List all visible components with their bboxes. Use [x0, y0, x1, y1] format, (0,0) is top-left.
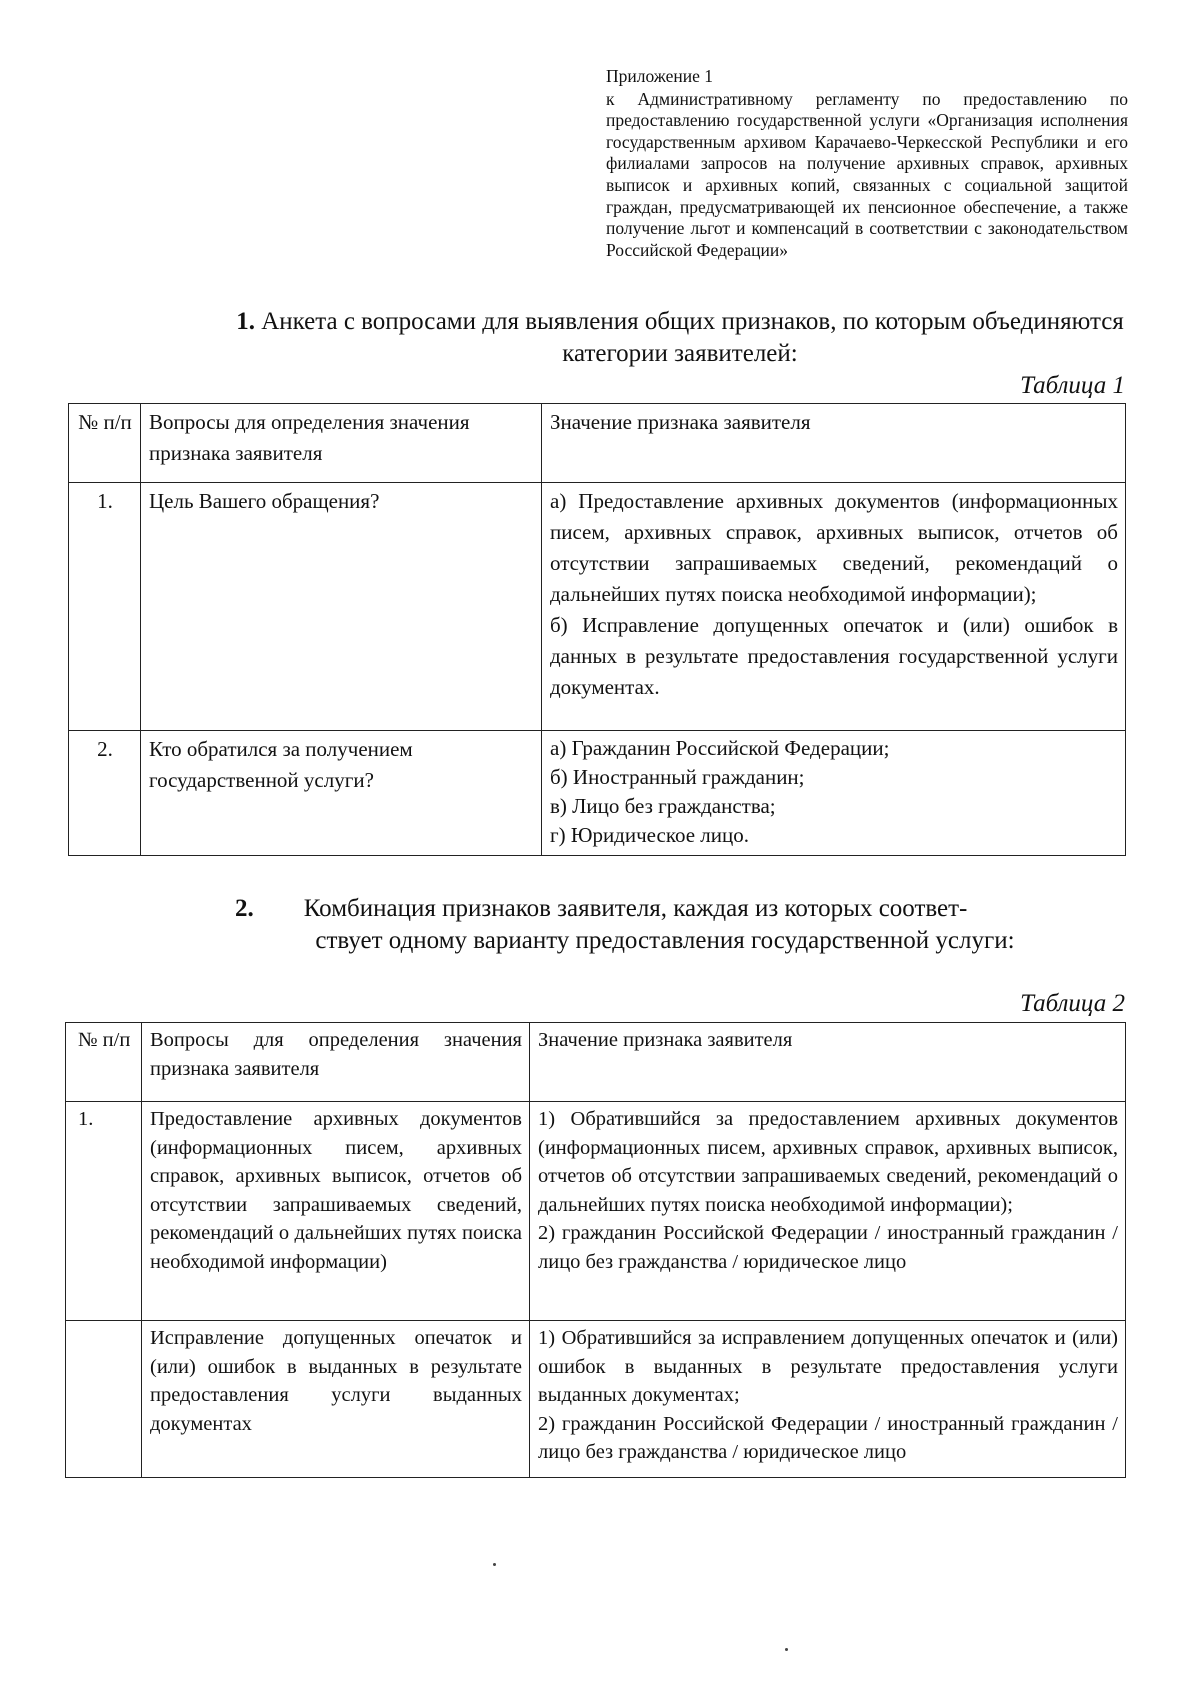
- table1-row2-question: Кто обратился за получением государственной услуги?: [141, 731, 542, 856]
- table1-caption: Таблица 1: [1020, 372, 1125, 399]
- section2-title-line2: ствует одному варианту предоставления государственной услуги:: [315, 927, 1015, 954]
- table2-header-row: [66, 1023, 1126, 1102]
- table2-row2-question: Исправление допущенных опечаток и (или) ошибок в выданных в результате предоставления услуги выданных документах: [142, 1321, 530, 1478]
- annex-title: Приложение 1: [606, 66, 714, 86]
- table2: [65, 1022, 1126, 1478]
- table2-header-value: Значение признака заявителя: [530, 1023, 1126, 1102]
- table1-row2-num: 2.: [69, 731, 141, 856]
- table1-row1-question: Цель Вашего обращения?: [141, 483, 542, 731]
- table1-row1-value-a: а) Предоставление архивных документов (информационных писем, архивных справок, архивных выписок, отчетов об отсутствии запрашиваемых сведений, рекомендаций о дальнейших путях поиска необходимой информации);: [550, 489, 1118, 606]
- table2-header-question: Вопросы для определения значения признака заявителя: [142, 1023, 530, 1102]
- scan-dot: [785, 1648, 788, 1651]
- table2-caption: Таблица 2: [1020, 990, 1125, 1017]
- table1-header-question: Вопросы для определения значения признака заявителя: [141, 404, 542, 483]
- section1-heading: [230, 306, 1130, 370]
- annex-body: к Административному регламенту по предоставлению по предоставлению государственной услуги «Организация исполнения государственным архивом Карачаево-Черкесской Республики и его филиалами запросов на получение архивных справок, архивных выписок и архивных копий, связанных с социальной защитой граждан, предусматривающей их пенсионное обеспечение, а также получение льгот и компенсаций в соответствии с законодательством Российской Федерации»: [606, 88, 1128, 260]
- table1-row1-num: 1.: [69, 483, 141, 731]
- section2-number: 2.: [235, 895, 254, 922]
- scan-dot: [493, 1563, 496, 1566]
- table1-row2-value-a: а) Гражданин Российской Федерации;: [550, 736, 890, 760]
- table2-row1-value-2: 2) гражданин Российской Федерации / иностранный гражданин / лицо без гражданства / юридическое лицо: [538, 1222, 1118, 1273]
- table-row: [69, 483, 1126, 731]
- table1-header-row: [69, 404, 1126, 483]
- table1: [68, 403, 1126, 856]
- table2-row1-values: [530, 1102, 1126, 1321]
- table-row: [66, 1102, 1126, 1321]
- table1-header-num: № п/п: [69, 404, 141, 483]
- table2-row2-values: [530, 1321, 1126, 1478]
- table-row: [66, 1321, 1126, 1478]
- table-row: [69, 731, 1126, 856]
- table1-row2-value-d: г) Юридическое лицо.: [550, 823, 749, 847]
- table2-row2-value-2: 2) гражданин Российской Федерации / иностранный гражданин / лицо без гражданства / юридическое лицо: [538, 1412, 1118, 1463]
- section1-number: 1.: [236, 308, 255, 335]
- section1-title: Анкета с вопросами для выявления общих признаков, по которым объединяются категории заявителей:: [261, 308, 1124, 367]
- table1-row1-value-b: б) Исправление допущенных опечаток и (или) ошибок в данных в результате предоставления государственной услуги документах.: [550, 613, 1118, 699]
- table2-row1-value-1: 1) Обратившийся за предоставлением архивных документов (информационных писем, архивных справок, архивных выписок, отчетов об отсутствии запрашиваемых сведений, рекомендаций о дальнейших путях поиска необходимой информации);: [538, 1108, 1118, 1216]
- table2-row1-question: Предоставление архивных документов (информационных писем, архивных справок, архивных выписок, отчетов об отсутствии запрашиваемых сведений, рекомендаций о дальнейших путях поиска необходимой информации): [142, 1102, 530, 1321]
- table1-row2-value-b: б) Иностранный гражданин;: [550, 765, 805, 789]
- table1-row2-values: [542, 731, 1126, 856]
- section2-title-line1: Комбинация признаков заявителя, каждая из которых соответ-: [303, 895, 968, 922]
- table2-header-num: № п/п: [66, 1023, 142, 1102]
- table1-header-value: Значение признака заявителя: [542, 404, 1126, 483]
- section2-heading: [235, 893, 1135, 957]
- table2-row2-num: [66, 1321, 142, 1478]
- table1-row1-values: [542, 483, 1126, 731]
- table1-row2-value-c: в) Лицо без гражданства;: [550, 794, 776, 818]
- table2-row2-value-1: 1) Обратившийся за исправлением допущенных опечаток и (или) ошибок в выданных в результате предоставления услуги выданных документах;: [538, 1327, 1118, 1406]
- annex-header: [606, 66, 1128, 261]
- table2-row1-num: 1.: [66, 1102, 142, 1321]
